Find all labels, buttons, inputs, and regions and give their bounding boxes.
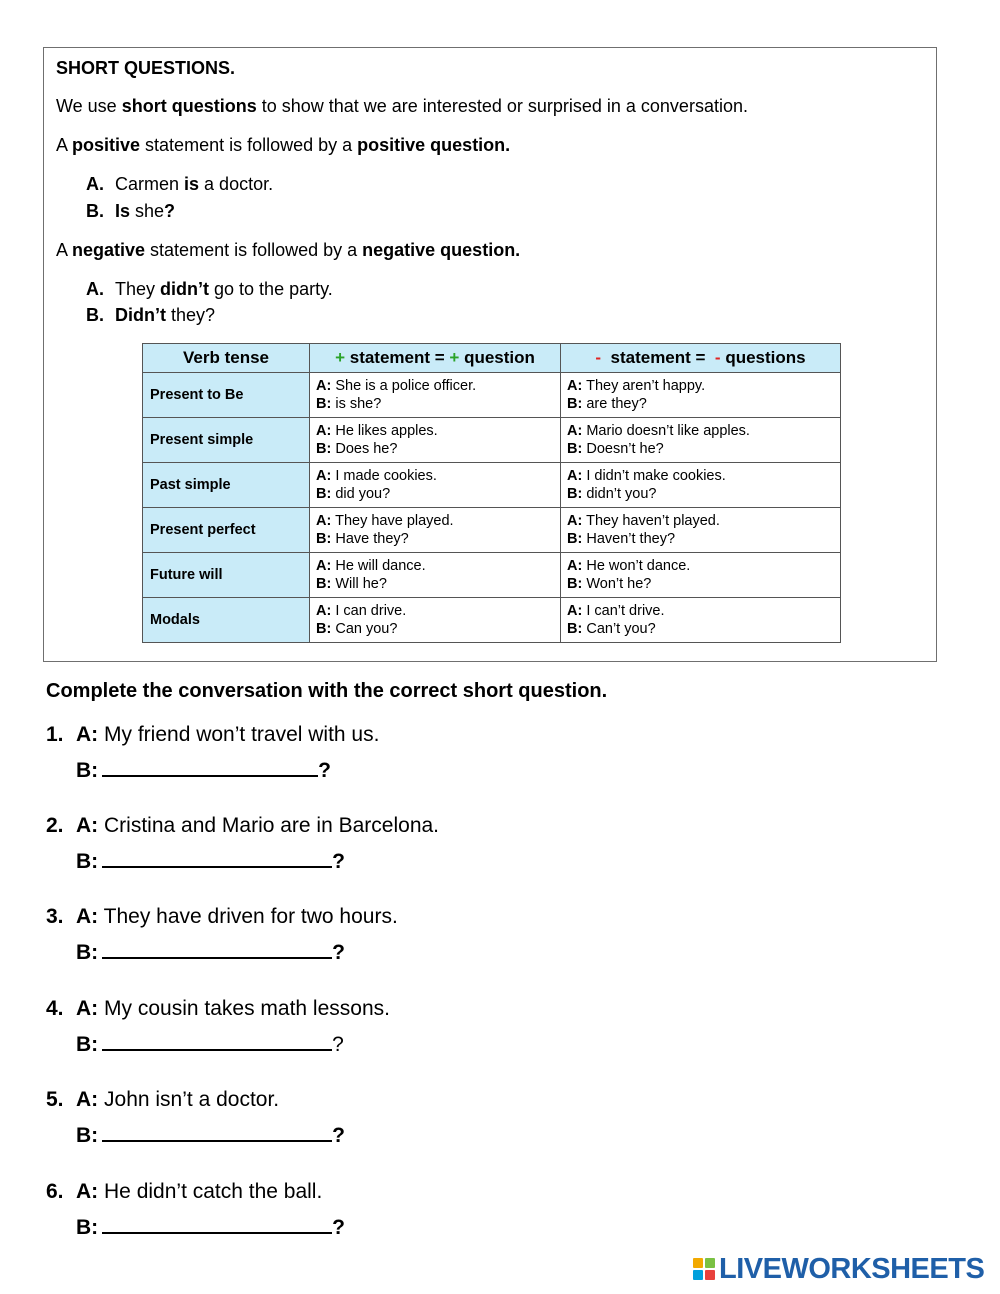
item-answer-line: B: ? — [76, 1028, 344, 1057]
answer-blank[interactable] — [102, 936, 332, 959]
item-statement: A: They have driven for two hours. — [76, 905, 398, 928]
table-row — [143, 418, 841, 463]
tense-cell: Present to Be — [143, 373, 310, 418]
positive-example-a: A. Carmen is a doctor. — [86, 174, 274, 194]
table-row — [143, 373, 841, 418]
item-statement: A: My friend won’t travel with us. — [76, 723, 380, 746]
item-statement: A: Cristina and Mario are in Barcelona. — [76, 814, 440, 837]
table-row — [143, 463, 841, 508]
answer-blank[interactable] — [102, 754, 318, 777]
tense-cell: Present perfect — [143, 508, 310, 553]
answer-blank[interactable] — [102, 1211, 332, 1234]
exercise-instruction: Complete the conversation with the correct short question. — [46, 680, 608, 702]
answer-blank[interactable] — [102, 845, 332, 868]
item-statement: A: John isn’t a doctor. — [76, 1088, 280, 1111]
item-number: 6. — [46, 1180, 64, 1203]
negative-example-a: A. They didn’t go to the party. — [86, 279, 333, 299]
negative-cell: A: They haven’t played. B: Haven’t they? — [561, 508, 841, 553]
item-number: 4. — [46, 997, 64, 1020]
item-answer-line: B: ? — [76, 1119, 345, 1148]
negative-cell: A: He won’t dance. B: Won’t he? — [561, 553, 841, 598]
item-answer-line: B: ? — [76, 845, 345, 874]
item-answer-line: B: ? — [76, 1211, 345, 1240]
grammar-title: SHORT QUESTIONS. — [56, 58, 236, 78]
negative-cell: A: I didn’t make cookies. B: didn’t you? — [561, 463, 841, 508]
table-row — [143, 598, 841, 643]
logo-text: LIVEWORKSHEETS — [719, 1252, 985, 1285]
grammar-table — [142, 343, 841, 643]
positive-cell: A: I made cookies. B: did you? — [310, 463, 561, 508]
table-header-row — [143, 344, 841, 373]
positive-cell: A: He likes apples. B: Does he? — [310, 418, 561, 463]
item-answer-line: B: ? — [76, 754, 331, 783]
header-negative: - statement = - questions — [561, 344, 841, 373]
liveworksheets-logo-icon — [693, 1258, 715, 1280]
item-number: 2. — [46, 814, 64, 837]
answer-blank[interactable] — [102, 1028, 332, 1051]
positive-cell: A: He will dance. B: Will he? — [310, 553, 561, 598]
item-number: 1. — [46, 723, 64, 746]
negative-cell: A: I can’t drive. B: Can’t you? — [561, 598, 841, 643]
item-answer-line: B: ? — [76, 936, 345, 965]
table-row — [143, 508, 841, 553]
negative-cell: A: Mario doesn’t like apples. B: Doesn’t he? — [561, 418, 841, 463]
liveworksheets-logo — [693, 1254, 984, 1284]
item-number: 3. — [46, 905, 64, 928]
positive-rule: A positive statement is followed by a positive question. — [56, 135, 511, 155]
grammar-box — [43, 47, 937, 662]
intro-text: We use short questions to show that we are interested or surprised in a conversation. — [56, 96, 748, 116]
header-verb-tense: Verb tense — [143, 344, 310, 373]
item-statement: A: My cousin takes math lessons. — [76, 997, 390, 1020]
positive-cell: A: She is a police officer. B: is she? — [310, 373, 561, 418]
tense-cell: Future will — [143, 553, 310, 598]
negative-rule: A negative statement is followed by a negative question. — [56, 240, 521, 260]
item-number: 5. — [46, 1088, 64, 1111]
header-positive: + statement = + question — [310, 344, 561, 373]
tense-cell: Modals — [143, 598, 310, 643]
positive-example-b: B. Is she? — [86, 201, 176, 221]
answer-blank[interactable] — [102, 1119, 332, 1142]
item-statement: A: He didn’t catch the ball. — [76, 1180, 323, 1203]
negative-cell: A: They aren’t happy. B: are they? — [561, 373, 841, 418]
positive-cell: A: I can drive. B: Can you? — [310, 598, 561, 643]
tense-cell: Present simple — [143, 418, 310, 463]
positive-cell: A: They have played. B: Have they? — [310, 508, 561, 553]
table-row — [143, 553, 841, 598]
negative-example-b: B. Didn’t they? — [86, 305, 216, 325]
tense-cell: Past simple — [143, 463, 310, 508]
